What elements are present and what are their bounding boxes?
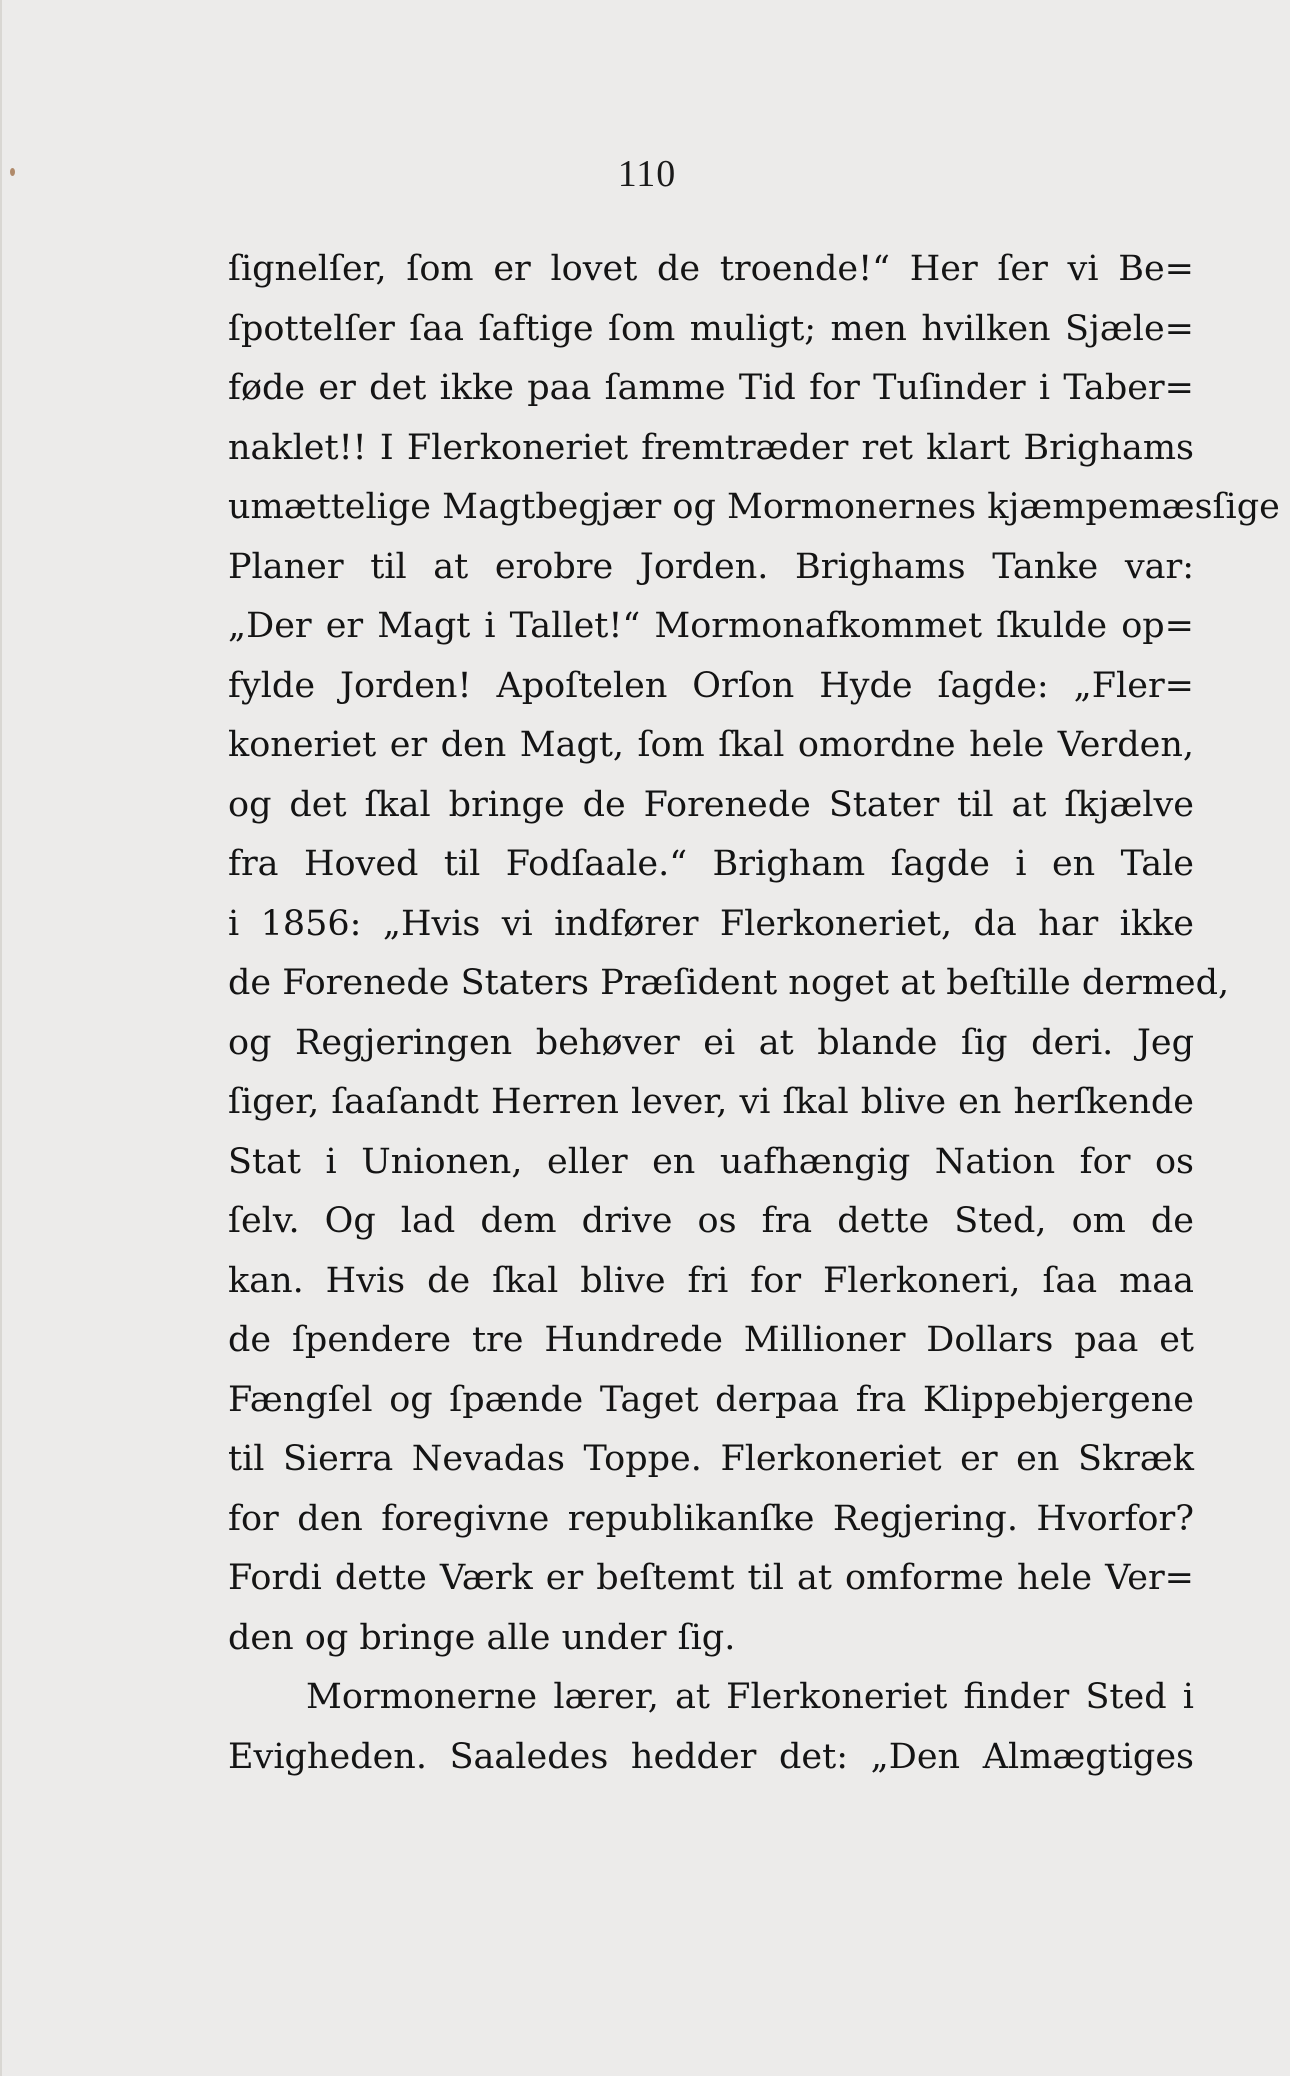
paragraph bbox=[228, 1668, 1194, 1787]
text-line: ſiger, ſaaſandt Herren lever, vi ſkal blive en herſkende bbox=[228, 1082, 1194, 1122]
text-line: Mormonerne lærer, at Flerkoneriet finder Sted i bbox=[306, 1677, 1194, 1717]
body-text bbox=[228, 240, 1280, 1787]
text-line: koneriet er den Magt, ſom ſkal omordne hele Verden, bbox=[228, 725, 1194, 765]
text-line: i 1856: „Hvis vi indfører Flerkoneriet, da har ikke bbox=[228, 903, 1194, 944]
text-line: og Regjeringen behøver ei at blande ſig deri. Jeg bbox=[228, 1022, 1194, 1063]
text-line: og det ſkal bringe de Forenede Stater til at ſkjælve bbox=[228, 784, 1194, 825]
text-line: for den foregivne republikanſke Regjering. Hvorfor? bbox=[228, 1498, 1194, 1539]
text-line: de ſpendere tre Hundrede Millioner Dollars paa et bbox=[228, 1320, 1194, 1360]
page-number: 110 bbox=[617, 153, 677, 195]
text-line: fra Hoved til Fodſaale.“ Brigham ſagde i en Tale bbox=[228, 844, 1194, 884]
text-line: de Forenede Staters Præſident noget at beſtille dermed, bbox=[228, 963, 1230, 1003]
text-line: „Der er Magt i Tallet!“ Mormonafkommet ſkulde op= bbox=[228, 606, 1194, 646]
text-line: til Sierra Nevadas Toppe. Flerkoneriet er en Skræk bbox=[228, 1439, 1194, 1479]
text-line: ſelv. Og lad dem drive os fra dette Sted, om de bbox=[228, 1201, 1194, 1241]
text-line: Stat i Unionen, eller en uafhængig Nation for os bbox=[228, 1141, 1194, 1182]
text-line: ſignelſer, ſom er lovet de troende!“ Her ſer vi Be= bbox=[228, 249, 1194, 289]
text-line: Evigheden. Saaledes hedder det: „Den Almægtiges bbox=[228, 1736, 1194, 1777]
text-line: ſpottelſer ſaa ſaftige ſom muligt; men hvilken Sjæle= bbox=[228, 308, 1194, 349]
text-line: naklet!! I Flerkoneriet fremtræder ret klart Brighams bbox=[228, 427, 1194, 468]
text-line: Planer til at erobre Jorden. Brighams Tanke var: bbox=[228, 546, 1194, 587]
text-line: Fordi dette Værk er beſtemt til at omforme hele Ver= bbox=[228, 1558, 1194, 1598]
text-line: Fængſel og ſpænde Taget derpaa fra Klippebjergene bbox=[228, 1379, 1194, 1420]
text-line: den og bringe alle under ſig. bbox=[228, 1617, 736, 1658]
paragraph bbox=[228, 240, 1280, 1668]
text-line: fylde Jorden! Apoſtelen Orſon Hyde ſagde: „Fler= bbox=[228, 665, 1194, 706]
text-line: føde er det ikke paa ſamme Tid for Tuſinder i Taber= bbox=[228, 368, 1194, 408]
text-line: kan. Hvis de ſkal blive fri for Flerkoneri, ſaa maa bbox=[228, 1260, 1194, 1301]
text-line: umættelige Magtbegjær og Mormonernes kjæmpemæsſige bbox=[228, 487, 1280, 527]
